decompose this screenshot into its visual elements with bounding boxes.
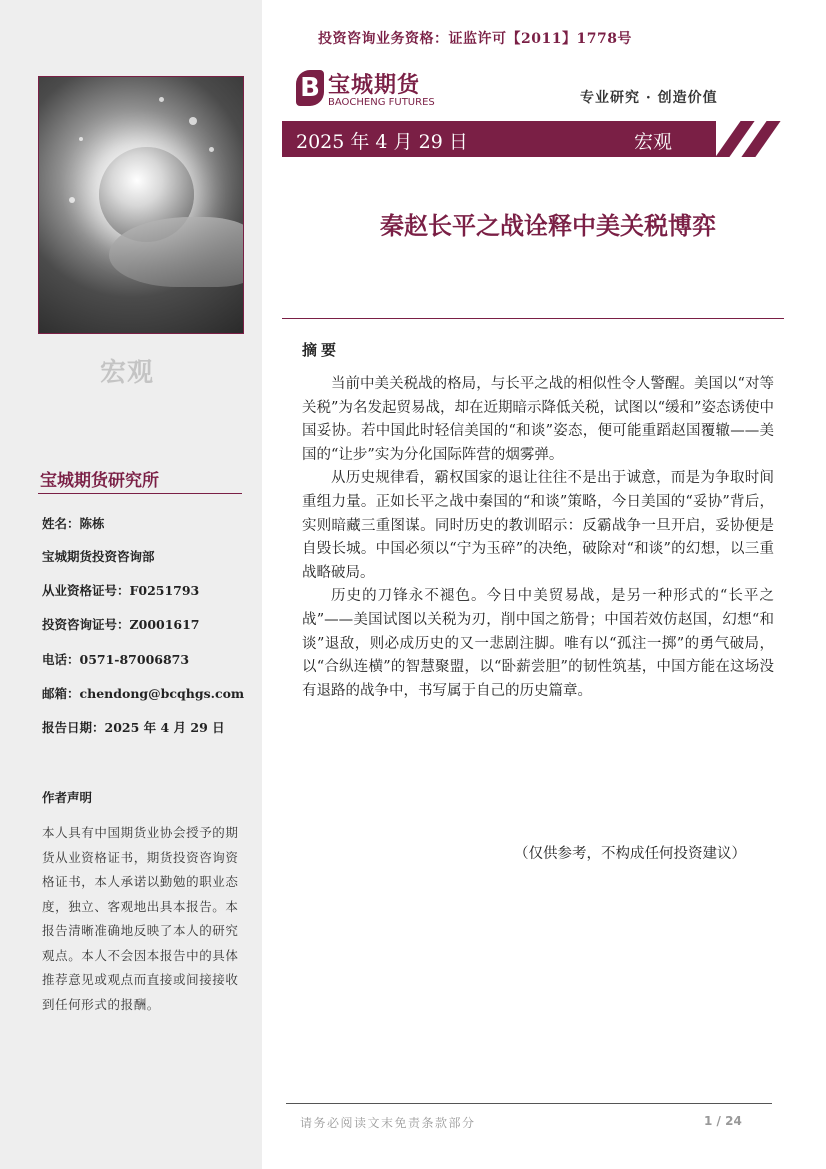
headline-rule <box>282 318 784 319</box>
qualification-number: 从业资格证号：F0251793 <box>42 583 200 598</box>
license-text: 投资咨询业务资格：证监许可【2011】1778号 <box>318 31 632 47</box>
abstract-body <box>302 373 774 703</box>
department: 宝城期货投资咨询部 <box>42 549 155 564</box>
logo-mark: B <box>296 70 324 106</box>
declaration-body: 本人具有中国期货业协会授予的期货从业资格证书，期货投资咨询资格证书，本人承诺以勤勉的职业态度，独立、客观地出具本报告。本报告清晰准确地反映了本人的研究观点。本人不会因本报告中的具体推荐意见或观点而直接或间接接收到任何形式的报酬。 <box>42 825 239 1012</box>
abstract-paragraph: 历史的刀锋永不褪色。今日中美贸易战，是另一种形式的“长平之战”——美国试图以关税为刃，削中国之筋骨；中国若效仿赵国，幻想“和谈”退敌，则必成历史的又一悲剧注脚。唯有以“孤注一掷”的勇气破局，以“合纵连横”的智慧聚盟，以“卧薪尝胆”的韧性筑基，中国方能在这场没有退路的战争中，书写属于自己的历史篇章。 <box>302 588 774 699</box>
cover-image <box>38 76 244 334</box>
phone: 电话：0571-87006873 <box>42 652 190 667</box>
email: 邮箱：chendong@bcqhgs.com <box>42 686 245 701</box>
institute-name: 宝城期货研究所 <box>40 471 159 491</box>
author-name: 姓名：陈栋 <box>42 516 105 531</box>
sidebar <box>0 0 262 1169</box>
logo-name-cn: 宝城期货 <box>328 72 421 98</box>
consulting-number: 投资咨询证号：Z0001617 <box>42 617 200 632</box>
abstract-paragraph: 从历史规律看，霸权国家的退让往往不是出于诚意，而是为争取时间重组力量。正如长平之战中秦国的“和谈”策略，今日美国的“妥协”背后，实则暗藏三重图谋。同时历史的教训昭示：反霸战争一旦开启，妥协便是自毁长城。中国必须以“宁为玉碎”的决绝，破除对“和谈”的幻想，以三重战略破局。 <box>302 470 774 581</box>
declaration-title: 作者声明 <box>42 790 93 805</box>
report-date: 报告日期：2025 年 4 月 29 日 <box>42 720 225 735</box>
sidebar-divider <box>38 493 242 494</box>
footer-notice: 请务必阅读文末免责条款部分 <box>300 1116 476 1130</box>
slogan: 专业研究 · 创造价值 <box>580 90 718 106</box>
date-banner <box>282 121 716 157</box>
footer-rule <box>286 1103 772 1104</box>
page-number: 1 / 24 <box>704 1114 742 1128</box>
abstract-title: 摘要 <box>302 341 341 359</box>
banner-date: 2025 年 4 月 29 日 <box>296 131 468 153</box>
investment-disclaimer: （仅供参考，不构成任何投资建议） <box>514 846 746 862</box>
sidebar-category: 宏观 <box>100 358 155 388</box>
banner-category: 宏观 <box>634 131 673 153</box>
logo-name-en: BAOCHENG FUTURES <box>328 97 435 108</box>
report-headline: 秦赵长平之战诠释中美关税博弈 <box>380 212 716 240</box>
abstract-paragraph: 当前中美关税战的格局，与长平之战的相似性令人警醒。美国以“对等关税”为名发起贸易战，却在近期暗示降低关税，试图以“缓和”姿态诱使中国妥协。若中国此时轻信美国的“和谈”姿态，便可能重蹈赵国覆辙——美国的“让步”实为分化国际阵营的烟雾弹。 <box>302 376 774 463</box>
